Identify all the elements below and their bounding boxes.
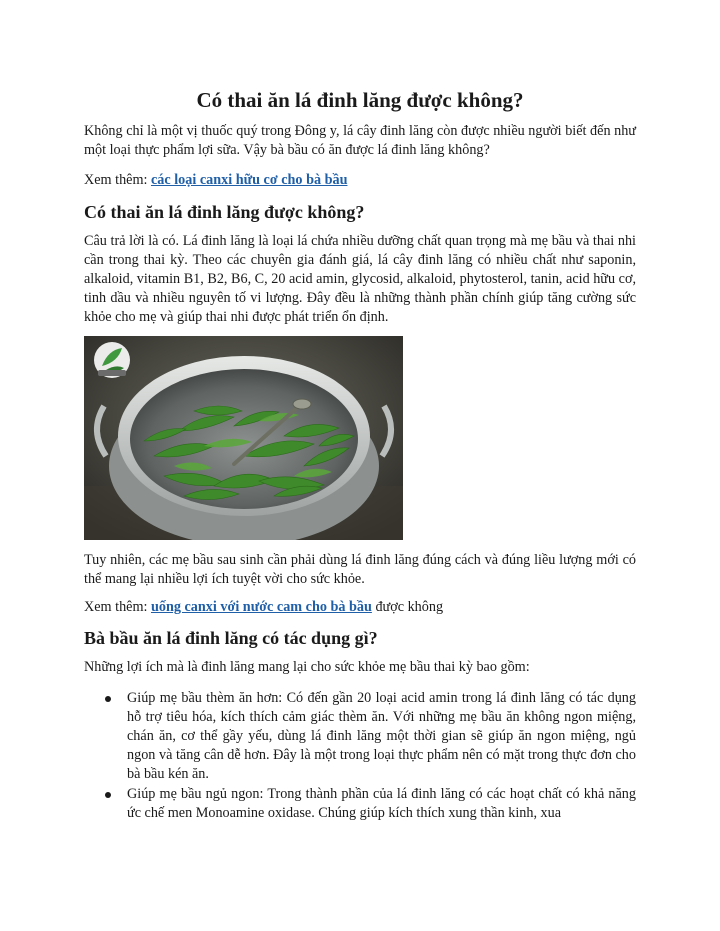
list-item-text: Giúp mẹ bầu thèm ăn hơn: Có đến gần 20 loại acid amin trong lá đinh lăng có tác dụng hỗ trợ tiêu hóa, kích thích cảm giác thèm ăn. Với những mẹ bầu ăn không ngon miệng, chán ăn, cơ thể gầy yếu, dùng lá đinh lăng một thời gian sẽ giúp ăn ngon miệng, ngủ ngon và tăng cân dễ hơn. Đây là một trong loại thực phẩm nên có mặt trong thực đơn cho bà bầu kén ăn. (127, 690, 636, 782)
list-item-text: Giúp mẹ bầu ngủ ngon: Trong thành phần của lá đinh lăng có các hoạt chất có khả năng ức chế men Monoamine oxidase. Chúng giúp kích thích xung thần kinh, xua (127, 786, 636, 821)
bullet-dot-icon (105, 696, 111, 702)
list-item (84, 689, 636, 784)
section-2-intro: Những lợi ích mà là đinh lăng mang lại cho sức khỏe mẹ bầu thai kỳ bao gồm: (84, 659, 530, 675)
section-1-heading: Có thai ăn lá đinh lăng được không? (84, 202, 365, 222)
see-more-prefix-2: Xem thêm: (84, 599, 151, 615)
section-1-paragraph: Câu trả lời là có. Lá đinh lăng là loại lá chứa nhiều dưỡng chất quan trọng mà mẹ bầu và thai nhi cần trong thai kỳ. Theo các chuyên gia đánh giá, lá cây đinh lăng có nhiều chất như saponin, alkaloid, vitamin B1, B2, B6, C, 20 acid amin, glycosid, alkaloid, phytosterol, tanin, acid hữu cơ, tinh dầu và nhiều nguyên tố vi lượng. Đây đều là những thành phần chính giúp tăng cường sức khỏe cho mẹ và giúp thai nhi được phát triển ổn định. (84, 233, 636, 325)
article-title: Có thai ăn lá đinh lăng được không? (196, 88, 524, 112)
see-more-link-canxi-nuoc-cam[interactable]: uống canxi với nước cam cho bà bầu (150, 599, 372, 615)
see-more-line-1 (84, 171, 636, 190)
bullet-dot-icon (105, 792, 111, 798)
intro-paragraph: Không chỉ là một vị thuốc quý trong Đông y, lá cây đinh lăng còn được nhiều người biết đến như một loại thực phẩm lợi sữa. Vậy bà bầu có ăn được lá đinh lăng không? (84, 123, 636, 158)
see-more-suffix-2: được không (371, 599, 444, 615)
dinh-lang-leaves-photo (84, 336, 403, 540)
list-item (84, 785, 636, 823)
see-more-link-canxi-huu-co[interactable]: các loại canxi hữu cơ cho bà bầu (150, 172, 348, 188)
benefits-list (84, 689, 636, 824)
section-2-heading: Bà bầu ăn lá đinh lăng có tác dụng gì? (84, 628, 378, 648)
see-more-prefix: Xem thêm: (84, 172, 151, 188)
after-image-paragraph: Tuy nhiên, các mẹ bầu sau sinh cần phải dùng lá đinh lăng đúng cách và đúng liều lượng mới có thể mang lại nhiều lợi ích tuyệt vời cho sức khỏe. (84, 552, 636, 587)
see-more-line-2 (84, 598, 636, 617)
